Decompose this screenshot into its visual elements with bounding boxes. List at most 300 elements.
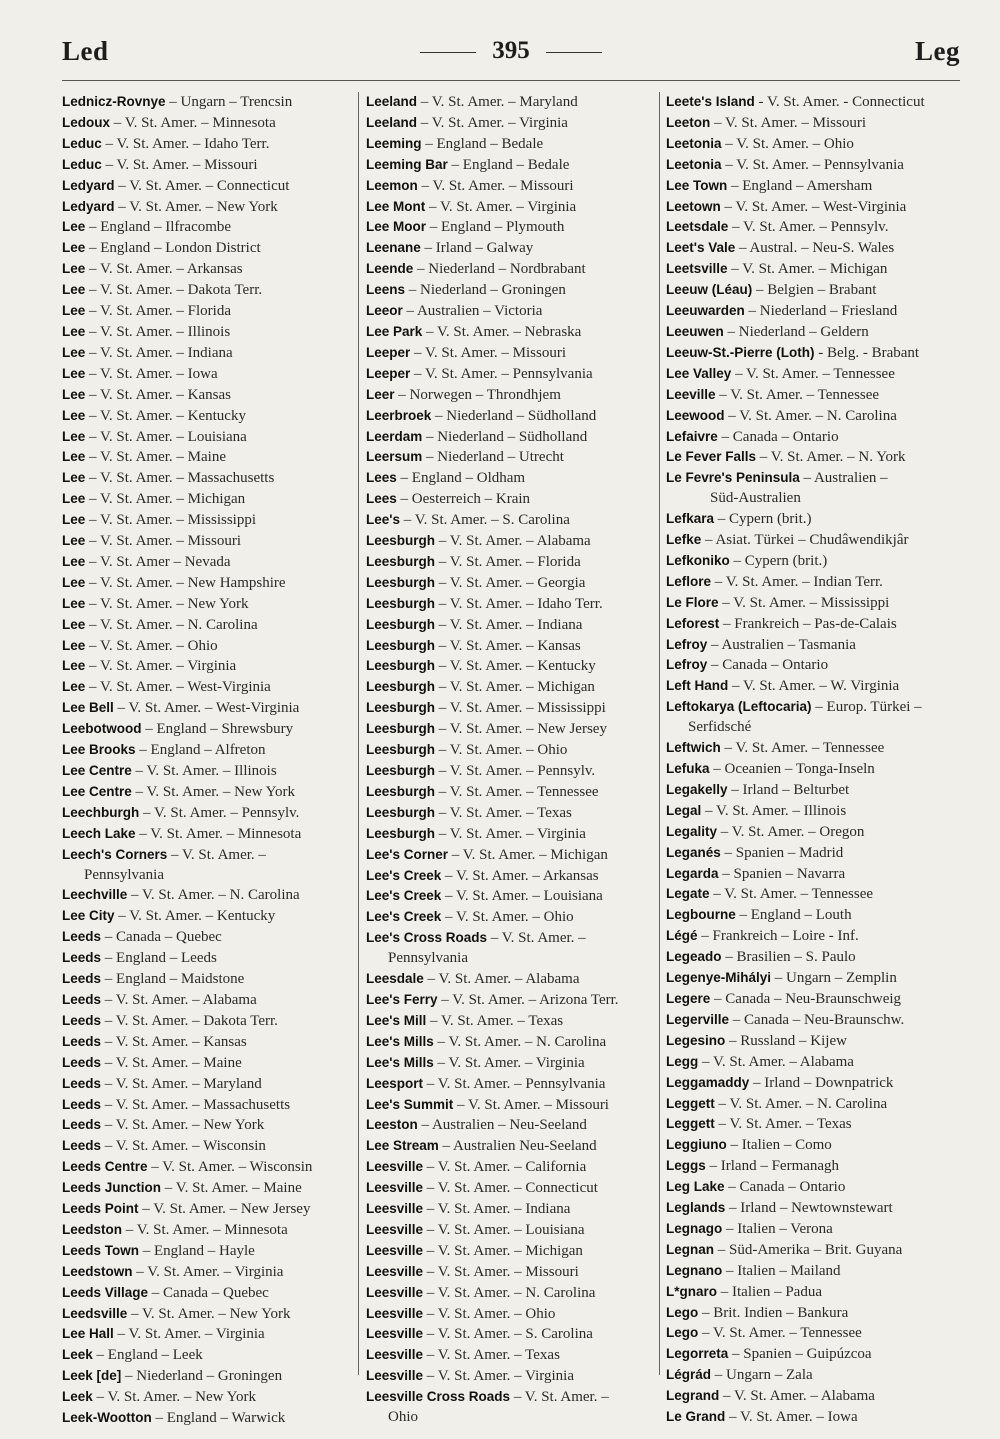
entry-headword: Legnan	[666, 1241, 715, 1257]
entry-headword: Ledyard	[62, 177, 115, 193]
entry-location: – Italien – Padua	[717, 1283, 822, 1300]
entry-location: – Irland – Belturbet	[727, 781, 850, 798]
entry-location: – V. St. Amer. – Minnesota	[135, 825, 302, 842]
entry-location: – V. St. Amer. – Texas	[423, 1347, 560, 1364]
gazetteer-entry	[666, 1386, 961, 1407]
entry-headword: Leesburgh	[366, 553, 436, 569]
gazetteer-entry	[62, 531, 357, 552]
entry-location: – Niederland – Friesland	[744, 303, 898, 320]
entry-location: – V. St. Amer. – Arkansas	[85, 261, 243, 278]
entry-headword: Leduc	[62, 135, 102, 151]
header-dash-right	[546, 52, 602, 53]
gazetteer-entry	[62, 636, 357, 657]
gazetteer-entry	[666, 780, 961, 801]
entry-location: – England – Hayle	[139, 1242, 255, 1259]
gazetteer-entry	[62, 656, 357, 677]
gazetteer-entry	[666, 238, 961, 259]
entry-headword: Legeado	[666, 949, 722, 965]
entry-location: – V. St. Amer. – Alabama	[698, 1053, 854, 1070]
entry-continuation	[666, 489, 961, 509]
entry-headword: Legakelly	[666, 781, 728, 797]
entry-location: – V. St. Amer. – Kentucky	[114, 908, 276, 925]
gazetteer-entry	[666, 1094, 961, 1115]
entry-location: – V. St. Amer. – Alabama	[423, 971, 580, 988]
entry-headword: Leesburgh	[366, 763, 436, 778]
entry-headword: Leesburgh	[366, 804, 436, 820]
gazetteer-entry	[366, 719, 661, 740]
gazetteer-entry	[366, 594, 661, 615]
entry-headword: Lee	[62, 344, 86, 360]
entry-location: – Irland – Newtownstewart	[725, 1200, 893, 1217]
entry-headword: Lee	[62, 470, 86, 486]
entry-location: – V. St. Amer. –	[510, 1389, 609, 1406]
gazetteer-entry	[62, 1136, 357, 1157]
entry-headword: Leesburgh	[366, 783, 436, 799]
gazetteer-entry	[62, 698, 357, 719]
entry-location: – V. St. Amer. – New Jersey	[138, 1201, 311, 1218]
entry-headword: Leetown	[666, 198, 721, 214]
gazetteer-entry	[62, 719, 357, 740]
entry-headword: Leeton	[666, 114, 711, 130]
gazetteer-entry	[62, 1241, 357, 1262]
entry-location: – V. St. Amer. – Maryland	[417, 94, 578, 110]
gazetteer-entry	[366, 1115, 661, 1136]
page-number: 395	[492, 37, 530, 64]
entry-location: – V. St. Amer. – Massachusetts	[101, 1096, 291, 1113]
entry-location: – V. St. Amer. – Michigan	[448, 846, 608, 863]
header-rule	[62, 80, 960, 81]
gazetteer-entry	[366, 1053, 661, 1074]
entry-headword: Lee	[62, 533, 86, 549]
gazetteer-entry	[666, 1261, 961, 1282]
gazetteer-entry	[62, 573, 357, 594]
gazetteer-entry	[366, 990, 661, 1011]
gazetteer-entry	[366, 1095, 661, 1116]
gazetteer-entry	[62, 1408, 357, 1429]
entry-headword: Leganés	[666, 844, 721, 860]
entry-headword: Leduc	[62, 156, 102, 172]
entry-headword: L*gnaro	[666, 1283, 718, 1299]
gazetteer-entry	[62, 1345, 357, 1366]
entry-headword: Leeds	[62, 1096, 102, 1112]
entry-headword: Leeds Point	[62, 1201, 139, 1217]
entry-headword: Leende	[366, 261, 414, 277]
entry-headword: Legnago	[666, 1220, 723, 1236]
entry-headword: Leech's Corners	[62, 846, 168, 862]
gazetteer-entry	[62, 1095, 357, 1116]
entry-headword: Legnano	[666, 1262, 723, 1278]
gazetteer-entry	[62, 1199, 357, 1220]
entry-location: - Belg. - Brabant	[814, 344, 920, 361]
column-divider	[659, 92, 660, 1375]
gazetteer-entry	[62, 845, 357, 866]
gazetteer-entry	[62, 301, 357, 322]
gazetteer-entry	[666, 1344, 961, 1365]
entry-location: – Ungarn – Trencsin	[165, 94, 293, 110]
entry-headword: Leggett	[666, 1116, 715, 1132]
gazetteer-entry	[366, 1283, 661, 1304]
gazetteer-entry	[62, 134, 357, 155]
gazetteer-entry	[366, 1220, 661, 1241]
gazetteer-entry	[366, 468, 661, 489]
entry-location: – V. St. Amer. – Louisiana	[423, 1221, 585, 1238]
gazetteer-entry	[366, 447, 661, 468]
entry-location: – V. St. Amer. – Minnesota	[122, 1221, 288, 1238]
gazetteer-entry	[62, 1157, 357, 1178]
entry-headword: Legerville	[666, 1011, 730, 1027]
entry-location: – Ungarn – Zala	[711, 1367, 813, 1384]
entry-location: – England – Maidstone	[101, 971, 245, 988]
gazetteer-entry	[62, 92, 357, 113]
gazetteer-entry	[62, 447, 357, 468]
gazetteer-entry	[62, 1304, 357, 1325]
gazetteer-entry	[666, 509, 961, 530]
entry-location: – V. St. Amer. – Texas	[714, 1116, 852, 1133]
column-2	[366, 92, 661, 1428]
entry-location: – V. St. Amer. – Connecticut	[114, 177, 290, 194]
entry-headword: Lee	[62, 679, 86, 695]
gazetteer-entry	[62, 885, 357, 906]
entry-location: – V. St. Amer. – Missouri	[710, 114, 866, 131]
entry-headword: Lee	[62, 616, 86, 632]
entry-location: – V. St. Amer. – Ohio	[85, 637, 218, 654]
entry-headword: Leesdale	[366, 971, 424, 987]
gazetteer-entry	[366, 92, 661, 113]
entry-headword: Lee Hall	[62, 1326, 114, 1342]
gazetteer-entry	[366, 364, 661, 385]
entry-location: – V. St. Amer. – Michigan	[423, 1242, 583, 1259]
gazetteer-entry	[666, 1073, 961, 1094]
entry-location: – Cypern (brit.)	[714, 511, 812, 528]
entry-headword: Leftokarya (Leftocaria)	[666, 699, 812, 715]
entry-headword: Leesburgh	[366, 574, 436, 590]
gazetteer-entry	[366, 238, 661, 259]
gazetteer-entry	[666, 1010, 961, 1031]
entry-headword: Lee	[62, 512, 86, 528]
gazetteer-entry	[666, 1135, 961, 1156]
gazetteer-entry	[666, 572, 961, 593]
entry-location: – V. St. Amer. – Michigan	[727, 261, 888, 278]
entry-headword: Leggiuno	[666, 1137, 727, 1153]
entry-location: Serfidsché	[688, 719, 752, 736]
gazetteer-entry	[366, 301, 661, 322]
gazetteer-entry	[62, 259, 357, 280]
gazetteer-entry	[666, 301, 961, 322]
entry-continuation	[366, 1408, 661, 1428]
gazetteer-entry	[62, 677, 357, 698]
entry-location: – Süd-Amerika – Brit. Guyana	[714, 1241, 903, 1258]
entry-headword: Leeds Town	[62, 1242, 140, 1258]
entry-location: – England – Oldham	[396, 470, 526, 487]
entry-headword: Legal	[666, 802, 702, 818]
gazetteer-entry	[366, 698, 661, 719]
column-3	[666, 92, 961, 1428]
entry-location: – V. St. Amer. – Pennsylvania	[410, 365, 593, 382]
entry-headword: Leek-Wootton	[62, 1410, 152, 1426]
gazetteer-entry	[666, 197, 961, 218]
entry-location: – V. St. Amer. – Maine	[101, 1054, 242, 1071]
entry-location: – Canada – Quebec	[101, 929, 222, 946]
entry-headword: Leete's Island	[666, 94, 755, 109]
entry-headword: Leebotwood	[62, 721, 142, 737]
entry-headword: Lee's Creek	[366, 888, 442, 904]
entry-headword: Leesburgh	[366, 595, 436, 611]
entry-location: – V. St. Amer. – Michigan	[85, 491, 246, 508]
entry-location: – V. St. Amer. – West-Virginia	[113, 700, 300, 717]
entry-location: – V. St. Amer. – Pennsylv.	[139, 804, 300, 821]
entry-headword: Leek [de]	[62, 1368, 122, 1384]
entry-location: – V. St. Amer. – Texas	[435, 804, 572, 821]
entry-headword: Legarda	[666, 865, 719, 881]
entry-headword: Lee	[62, 303, 86, 319]
entry-location: – V. St. Amer. – Massachusetts	[85, 470, 275, 487]
entry-continuation	[666, 718, 961, 738]
gazetteer-entry	[666, 864, 961, 885]
gazetteer-entry	[62, 552, 357, 573]
gazetteer-entry	[666, 1365, 961, 1386]
gazetteer-entry	[366, 343, 661, 364]
entry-location: – V. St. Amer. – Indiana	[423, 1201, 571, 1218]
entry-headword: Leeuw (Léau)	[666, 282, 753, 298]
gazetteer-entry	[666, 801, 961, 822]
gazetteer-entry	[366, 385, 661, 406]
gazetteer-entry	[366, 280, 661, 301]
entry-location: – Spanien – Madrid	[720, 844, 844, 861]
gazetteer-entry	[666, 759, 961, 780]
entry-headword: Leeor	[366, 303, 403, 319]
gazetteer-entry	[666, 926, 961, 947]
entry-location: – V. St. Amer. – Idaho Terr.	[435, 595, 603, 612]
entry-headword: Lee Brooks	[62, 742, 136, 758]
entry-headword: Leer	[366, 386, 395, 402]
gazetteer-entry	[666, 593, 961, 614]
entry-location: – England – Bedale	[447, 156, 570, 173]
entry-location: - V. St. Amer. - Connecticut	[754, 94, 925, 110]
gazetteer-entry	[62, 176, 357, 197]
gazetteer-entry	[666, 155, 961, 176]
entry-headword: Legere	[666, 990, 711, 1006]
gazetteer-entry	[366, 845, 661, 866]
gazetteer-entry	[62, 906, 357, 927]
gazetteer-entry	[366, 1011, 661, 1032]
entry-location: – V. St. Amer. – Mississippi	[718, 594, 890, 611]
entry-headword: Leesville	[366, 1368, 424, 1384]
entry-location: Pennsylvania	[84, 866, 164, 883]
gazetteer-entry	[366, 197, 661, 218]
gazetteer-entry	[666, 92, 961, 113]
entry-headword: Lefroy	[666, 657, 708, 673]
entry-location: – V. St. Amer. – Missouri	[417, 177, 574, 194]
gazetteer-entry	[666, 176, 961, 197]
entry-location: – Russland – Kijew	[725, 1032, 847, 1049]
gazetteer-entry	[666, 697, 961, 718]
entry-headword: Lego	[666, 1304, 699, 1320]
gazetteer-entry	[366, 1366, 661, 1387]
entry-headword: Lee	[62, 637, 86, 653]
entry-location: – V. St. Amer. – Virginia	[423, 1368, 574, 1385]
entry-location: – Australien –	[799, 470, 888, 487]
gazetteer-entry	[666, 113, 961, 134]
entry-location: – England – London District	[85, 240, 261, 257]
entry-headword: Lee's Cross Roads	[366, 930, 488, 946]
gazetteer-entry	[366, 866, 661, 887]
entry-headword: Leeper	[366, 365, 411, 381]
entry-location: – V. St. Amer. – Virginia	[132, 1263, 284, 1280]
gazetteer-entry	[366, 134, 661, 155]
entry-headword: Leeville	[666, 386, 716, 402]
gazetteer-entry	[366, 1324, 661, 1345]
entry-headword: Left Hand	[666, 678, 729, 694]
entry-location: – V. St. Amer. – Minnesota	[110, 114, 276, 131]
entry-headword: Lednicz-Rovnye	[62, 94, 166, 109]
gazetteer-entry	[666, 280, 961, 301]
entry-headword: Legrand	[666, 1388, 720, 1404]
entry-location: – V. St. Amer. – Dakota Terr.	[85, 282, 263, 299]
entry-headword: Lees	[366, 491, 397, 507]
gazetteer-entry	[366, 1157, 661, 1178]
entry-headword: Leek	[62, 1389, 93, 1405]
entry-headword: Leesport	[366, 1075, 424, 1091]
entry-location: – V. St. Amer. – Iowa	[85, 365, 218, 382]
column-divider	[358, 92, 359, 1375]
entry-location: – V. St. Amer. – Maine	[85, 449, 226, 466]
entry-location: – Canada – Quebec	[148, 1284, 269, 1301]
gazetteer-entry	[666, 427, 961, 448]
entry-headword: Legenye-Mihályi	[666, 970, 772, 986]
gazetteer-entry	[366, 761, 661, 782]
gazetteer-entry	[666, 259, 961, 280]
entry-location: – V. St. Amer. – Virginia	[425, 198, 577, 215]
entry-headword: Leeds	[62, 1075, 102, 1091]
column-1	[62, 92, 357, 1429]
entry-headword: Leerdam	[366, 428, 423, 444]
entry-location: – Oesterreich – Krain	[396, 491, 531, 508]
gazetteer-entry	[62, 803, 357, 824]
entry-location: – V. St. Amer. – New York	[101, 1117, 265, 1134]
entry-location: – V. St. Amer. – Pennsylvania	[721, 156, 904, 173]
gazetteer-entry	[666, 447, 961, 468]
entry-location: – V. St. Amer. – West-Virginia	[85, 679, 271, 696]
entry-headword: Leeds Junction	[62, 1180, 162, 1196]
entry-location: Pennsylvania	[388, 950, 468, 967]
entry-headword: Lee	[62, 658, 86, 674]
gazetteer-entry	[666, 843, 961, 864]
entry-location: – V. St. Amer. – N. Carolina	[433, 1033, 607, 1050]
entry-location: – Canada – Neu-Braunschw.	[729, 1011, 905, 1028]
entry-location: – V. St. Amer. – Kansas	[85, 386, 231, 403]
entry-location: – V. St. Amer. – N. Carolina	[724, 407, 897, 424]
entry-headword: Leesville	[366, 1347, 424, 1363]
entry-location: – V. St. Amer. – Kansas	[435, 637, 581, 654]
entry-location: – V. St. Amer. – Ohio	[423, 1305, 556, 1322]
entry-headword: Le Grand	[666, 1409, 726, 1425]
gazetteer-entry	[62, 1366, 357, 1387]
entry-location: – Frankreich – Pas-de-Calais	[719, 615, 897, 632]
entry-headword: Lee	[62, 261, 86, 277]
entry-location: – England – Louth	[735, 907, 852, 924]
entry-location: – Canada – Neu-Braunschweig	[710, 990, 902, 1007]
gazetteer-entry	[666, 1240, 961, 1261]
gazetteer-entry	[62, 1032, 357, 1053]
entry-headword: Lee	[62, 553, 86, 569]
entry-headword: Leggamaddy	[666, 1074, 750, 1090]
entry-headword: Lee's Corner	[366, 846, 448, 862]
entry-location: – V. St. Amer. – New York	[131, 783, 296, 800]
entry-headword: Leftwich	[666, 740, 721, 756]
entry-location: – Niederland – Südholland	[431, 407, 597, 424]
entry-location: – V. St. Amer. – N. Carolina	[423, 1284, 596, 1301]
entry-headword: Leeds	[62, 1012, 102, 1028]
entry-location: – V. St. Amer. – Wisconsin	[147, 1159, 313, 1176]
gazetteer-entry	[62, 510, 357, 531]
entry-headword: Lefuka	[666, 761, 710, 776]
entry-headword: Leeds	[62, 1138, 102, 1154]
entry-headword: Lee Moor	[366, 219, 427, 235]
entry-location: – V. St. Amer. – Pennsylv.	[435, 763, 596, 779]
entry-headword: Leeds	[62, 971, 102, 987]
gazetteer-entry	[366, 322, 661, 343]
entry-location: – Irland – Downpatrick	[749, 1074, 894, 1091]
gazetteer-entry	[666, 655, 961, 676]
gazetteer-entry	[62, 406, 357, 427]
gazetteer-entry	[366, 782, 661, 803]
entry-location: – Spanien – Guipúzcoa	[728, 1346, 872, 1363]
entry-location: – V. St. Amer. – Tennessee	[709, 886, 874, 903]
gazetteer-entry	[666, 364, 961, 385]
entry-location: – Austral. – Neu-S. Wales	[735, 240, 895, 257]
entry-headword: Leeds	[62, 1117, 102, 1133]
entry-headword: Lee's	[366, 512, 400, 528]
entry-headword: Leesburgh	[366, 616, 436, 632]
gazetteer-entry	[62, 427, 357, 448]
entry-location: – V. St. Amer. – Missouri	[85, 533, 241, 550]
gazetteer-entry	[366, 489, 661, 510]
entry-location: – V. St. Amer. – Illinois	[85, 323, 231, 340]
entry-location: – V. St. Amer. – Virginia	[433, 1054, 585, 1071]
entry-headword: Leesburgh	[366, 533, 436, 549]
entry-location: – V. St. Amer. – Mississippi	[85, 512, 257, 529]
gazetteer-entry	[62, 322, 357, 343]
entry-location: – V. St. Amer. – New York	[127, 1305, 291, 1322]
gazetteer-entry	[666, 989, 961, 1010]
gazetteer-entry	[62, 1262, 357, 1283]
gazetteer-entry	[62, 761, 357, 782]
entry-location: – V. St. Amer. – Alabama	[435, 533, 591, 550]
gazetteer-entry	[62, 1053, 357, 1074]
entry-location: – Brit. Indien – Bankura	[698, 1304, 849, 1321]
entry-headword: Leedston	[62, 1221, 123, 1237]
entry-location: – V. St. Amer. – Illinois	[701, 802, 847, 819]
entry-location: – V. St. Amer. – Virginia	[417, 114, 568, 131]
entry-location: – Italien – Verona	[722, 1220, 833, 1237]
entry-headword: Leg Lake	[666, 1179, 725, 1195]
entry-location: – V. St. Amer. – Missouri	[453, 1096, 609, 1113]
gazetteer-entry	[366, 1387, 661, 1408]
entry-headword: Leerbroek	[366, 407, 432, 423]
entry-headword: Leeper	[366, 344, 411, 360]
gazetteer-entry	[666, 217, 961, 238]
entry-headword: Lees	[366, 470, 397, 486]
gazetteer-entry	[62, 1387, 357, 1408]
entry-location: – V. St. Amer. – Ohio	[441, 909, 574, 926]
entry-headword: Legg	[666, 1053, 699, 1069]
entry-headword: Leeland	[366, 94, 418, 109]
entry-location: – Italien – Como	[726, 1137, 832, 1154]
entry-location: – Australien – Tasmania	[707, 636, 856, 653]
entry-location: – V. St. Amer. – Virginia	[435, 825, 586, 842]
entry-location: – V. St. Amer. – Indian Terr.	[711, 573, 883, 590]
gazetteer-entry	[666, 1282, 961, 1303]
